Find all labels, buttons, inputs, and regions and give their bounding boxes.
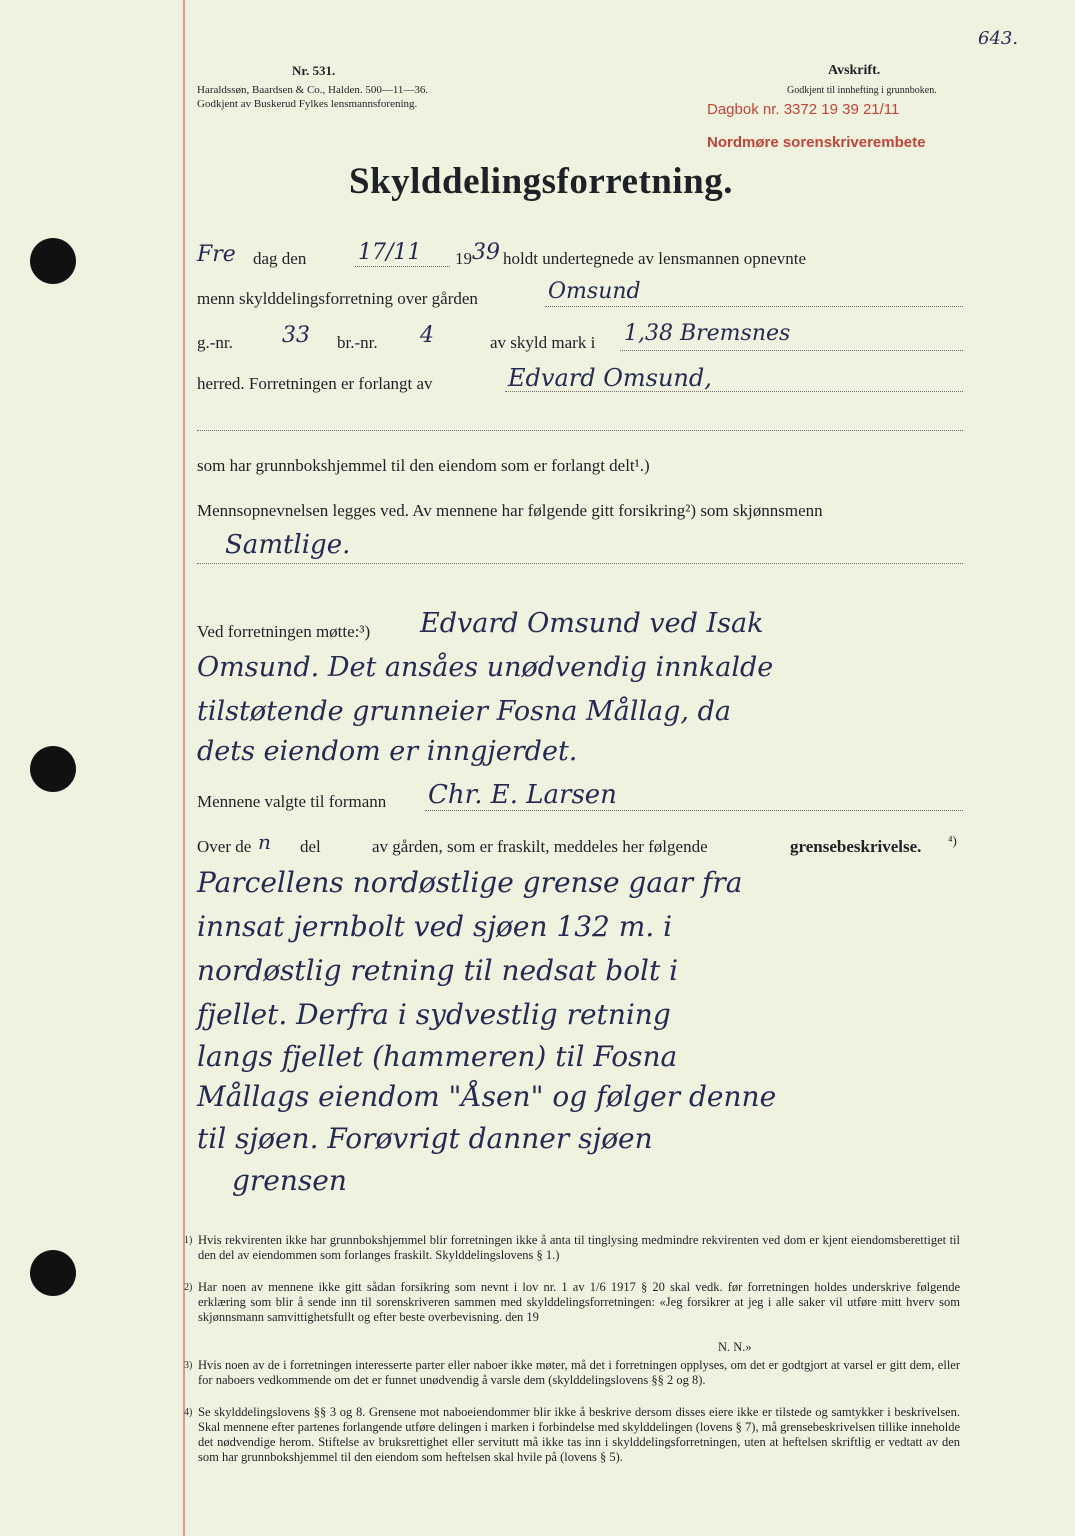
footnote bbox=[184, 1405, 960, 1465]
text-dag-den: dag den bbox=[253, 249, 307, 268]
footnote bbox=[184, 1233, 960, 1263]
hand-grense-line: til sjøen. Forøvrigt danner sjøen bbox=[197, 1122, 653, 1155]
fill-line bbox=[505, 391, 963, 392]
hand-motte-line: tilstøtende grunneier Fosna Mållag, da bbox=[197, 696, 731, 727]
text-skyld: av skyld mark i bbox=[490, 333, 596, 352]
hand-over: n bbox=[258, 830, 271, 854]
text-over-bold: grensebeskrivelse. bbox=[790, 837, 922, 856]
page-number: 643. bbox=[978, 28, 1019, 49]
printer-line: Haraldssøn, Baardsen & Co., Halden. 500—11—36. bbox=[197, 84, 429, 96]
text-over-mid: del bbox=[300, 837, 321, 856]
text-over-pre: Over de bbox=[197, 837, 252, 856]
text-line6: Mennsopnevnelsen legges ved. Av mennene har følgende gitt forsikring²) som skjønnsmenn bbox=[197, 501, 823, 520]
hand-farm: Omsund bbox=[548, 279, 641, 304]
dagbok-stamp: Dagbok nr. 3372 19 39 21/11 bbox=[707, 101, 900, 118]
hand-grense-line: nordøstlig retning til nedsat bolt i bbox=[197, 954, 679, 987]
text-year-prefix: 19 bbox=[455, 249, 472, 268]
text-line5: som har grunnbokshjemmel til den eiendom som er forlangt delt¹.) bbox=[197, 456, 650, 475]
footnote bbox=[184, 1280, 960, 1325]
text-over-note: ⁴) bbox=[948, 833, 957, 848]
punch-hole bbox=[30, 746, 76, 792]
hand-grense-line: Parcellens nordøstlige grense gaar fra bbox=[197, 866, 743, 899]
hand-grense-line: innsat jernbolt ved sjøen 132 m. i bbox=[197, 910, 673, 943]
hand-samtlige: Samtlige. bbox=[225, 530, 351, 560]
avskrift-label: Avskrift. bbox=[828, 63, 881, 78]
hand-formann: Chr. E. Larsen bbox=[428, 780, 617, 810]
office-stamp: Nordmøre sorenskriverembete bbox=[707, 134, 926, 151]
form-number: Nr. 531. bbox=[292, 63, 336, 78]
hand-requester: Edvard Omsund, bbox=[508, 364, 712, 392]
punch-hole bbox=[30, 1250, 76, 1296]
hand-grense-line: fjellet. Derfra i sydvestlig retning bbox=[197, 998, 671, 1031]
text-line2: menn skylddelingsforretning over gården bbox=[197, 289, 478, 308]
text-formann: Mennene valgte til formann bbox=[197, 792, 387, 811]
footnote-number: 4) bbox=[184, 1407, 193, 1418]
hand-skyld: 1,38 Bremsnes bbox=[624, 321, 791, 346]
hand-grense-line: Mållags eiendom "Åsen" og følger denne bbox=[197, 1080, 777, 1113]
text-gnr: g.-nr. bbox=[197, 333, 233, 352]
hand-gnr: 33 bbox=[282, 323, 310, 348]
hand-motte-line: Omsund. Det ansåes unødvendig innkalde bbox=[197, 652, 774, 683]
footnote-text: Se skylddelingslovens §§ 3 og 8. Grensene mot naboeiendommer blir ikke å beskrive dersom disses eiere ikke er tilstede og samtykker i beskrivelsen. Skal mennene efter partenes forlangende utføre delingen i marken i forbindelse med skylddelingen (lovens § 7), må grensebeskrivelsen tillike inneholde det nødvendige herom. Stiftelse av bruksrettighet eller servitutt må ikke tas inn i skylddelingsforretningen, uten at heftelsen skriftlig er vedtatt av den som har grunnbokshjemmel til den eiendom som heftelsen skal hvile på (lovens § 5). bbox=[198, 1405, 960, 1464]
footnote-text: Hvis noen av de i forretningen interesserte parter eller naboer ikke møter, må det i forretningen opplyses, om det er godtgjort at varsel er gitt dem, eller for naboers vedkommende om det er funnet unødvendig å varsle dem (skylddelingslovens §§ 2 og 8). bbox=[198, 1358, 960, 1387]
hand-motte-line: dets eiendom er inngjerdet. bbox=[197, 736, 578, 767]
footnote-number: 3) bbox=[184, 1360, 193, 1371]
fill-line bbox=[197, 563, 963, 564]
hand-grense-line: grensen bbox=[232, 1164, 347, 1197]
footnote-number: 1) bbox=[184, 1235, 193, 1246]
text-line1-post: holdt undertegnede av lensmannen opnevnte bbox=[503, 249, 807, 268]
document-title: Skylddelingsforretning. bbox=[349, 161, 733, 202]
godkjent-line: Godkjent til innhefting i grunnboken. bbox=[787, 85, 937, 96]
footnote-text: Hvis rekvirenten ikke har grunnbokshjemmel blir forretningen ikke å anta til tinglysing medmindre rekvirenten ved dom er kjent eiendomsberettiget til den del av eiendommen som forlanges fraskilt. Skylddelingslovens § 1.) bbox=[198, 1233, 960, 1262]
text-line4: herred. Forretningen er forlangt av bbox=[197, 374, 433, 393]
margin-line bbox=[183, 0, 185, 1536]
fill-line bbox=[425, 810, 963, 811]
hand-grense-line: langs fjellet (hammeren) til Fosna bbox=[197, 1040, 678, 1073]
hand-date: 17/11 bbox=[358, 240, 422, 265]
hand-motte-line: Edvard Omsund ved Isak bbox=[420, 608, 764, 639]
footnote bbox=[184, 1358, 960, 1388]
approval-line: Godkjent av Buskerud Fylkes lensmannsforening. bbox=[197, 98, 418, 110]
text-over-post: av gården, som er fraskilt, meddeles her følgende bbox=[372, 837, 708, 856]
fill-line bbox=[620, 350, 963, 351]
hand-year: 39 bbox=[472, 240, 500, 265]
footnote-text: Har noen av mennene ikke gitt sådan forsikring som nevnt i lov nr. 1 av 1/6 1917 § 20 skal vedk. før forretningen holdes underskrive følgende erklæring som blir å sende inn til sorenskriveren sammen med skylddelingsforretningen: «Jeg forsikrer at jeg i alle saker vil utføre mitt hverv som skjønnsmann samvittighetsfullt og efter beste overbevisning. den 19 bbox=[198, 1280, 960, 1324]
text-motte: Ved forretningen møtte:³) bbox=[197, 622, 371, 641]
punch-hole bbox=[30, 238, 76, 284]
text-brnr: br.-nr. bbox=[337, 333, 378, 352]
footnote-number: 2) bbox=[184, 1282, 193, 1293]
hand-brnr: 4 bbox=[420, 323, 434, 348]
footnote-signature: N. N.» bbox=[718, 1340, 752, 1354]
hand-day: Fre bbox=[197, 242, 236, 267]
fill-line bbox=[545, 306, 963, 307]
fill-line bbox=[355, 266, 450, 267]
fill-line bbox=[197, 430, 963, 431]
